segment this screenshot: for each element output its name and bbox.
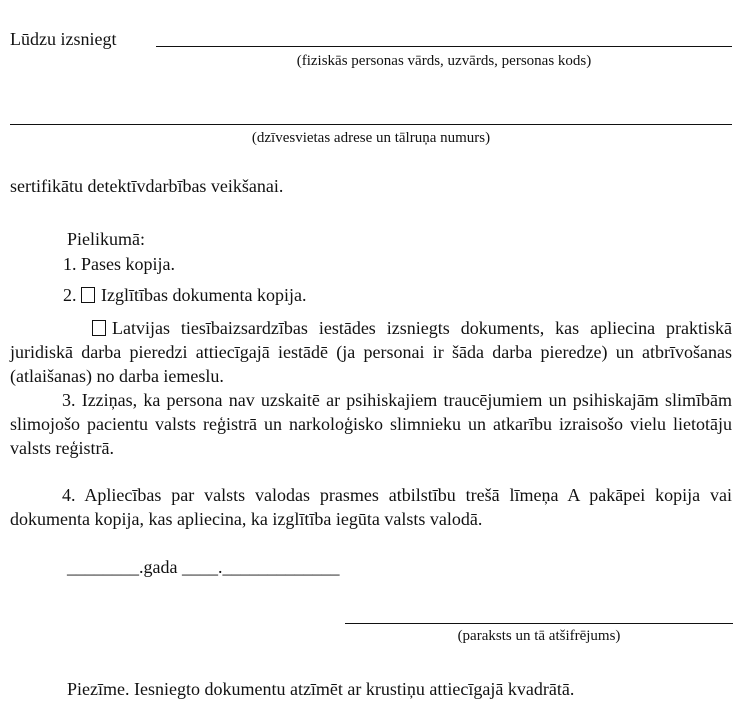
attachment-item-2 [63,283,306,307]
request-label: Lūdzu izsniegt [10,29,117,49]
gada-label: .gada [139,557,178,577]
attachment-item-1 [63,252,175,276]
attachments-heading: Pielikumā: [67,229,145,249]
attachment-number: 3. [62,390,76,410]
attachment-item-2b [10,316,732,388]
request-purpose: sertifikātu detektīvdarbības veikšanai. [10,176,284,196]
attachment-item-4 [10,483,732,531]
signature-caption: (paraksts un tā atšifrējums) [457,628,621,644]
attachment-text: Izglītības dokumenta kopija. [101,285,307,305]
attachment-number: 4. [62,485,76,505]
attachment-text: Apliecības par valsts valodas prasmes atbilstību trešā līmeņa A pakāpei kopija vai dokumenta kopija, kas apliecina, ka izglītība iegūta valsts valodā. [10,485,732,529]
checkbox-education-document[interactable] [81,287,95,303]
name-input-line[interactable] [156,46,732,47]
address-caption: (dzīvesvietas adrese un tālruņa numurs) [251,130,491,146]
attachment-text: Latvijas tiesībaizsardzības iestādes izsniegts dokuments, kas apliecina praktiskā juridiskā darba pieredzi attiecīgajā iestādē (ja personai ir šāda darba pieredze) un atbrīvošanas (atlaišanas) no darba iemeslu. [10,318,732,386]
year-field[interactable]: ________ [67,557,139,577]
month-field[interactable]: _____________ [222,557,340,577]
footnote: Piezīme. Iesniegto dokumentu atzīmēt ar krustiņu attiecīgajā kvadrātā. [67,679,575,699]
checkbox-law-enforcement-document[interactable] [92,320,106,336]
address-input-line[interactable] [10,124,732,125]
day-field[interactable]: ____ [181,557,218,577]
attachment-text: Izziņas, ka persona nav uzskaitē ar psihiskajiem traucējumiem un psihiskajām slimībām slimojošo pacientu valsts reģistrā un narkoloģisko slimnieku un atkarību izraisošo vielu lietotāju valsts reģistrā. [10,390,732,458]
name-caption: (fiziskās personas vārds, uzvārds, personas kods) [296,53,592,69]
date-line [67,555,339,579]
attachment-number: 1. [63,254,77,274]
attachment-number: 2. [63,285,77,305]
attachment-text: Pases kopija. [81,254,175,274]
date-dot: . [217,557,223,577]
attachment-item-3 [10,388,732,460]
signature-input-line[interactable] [345,623,733,624]
